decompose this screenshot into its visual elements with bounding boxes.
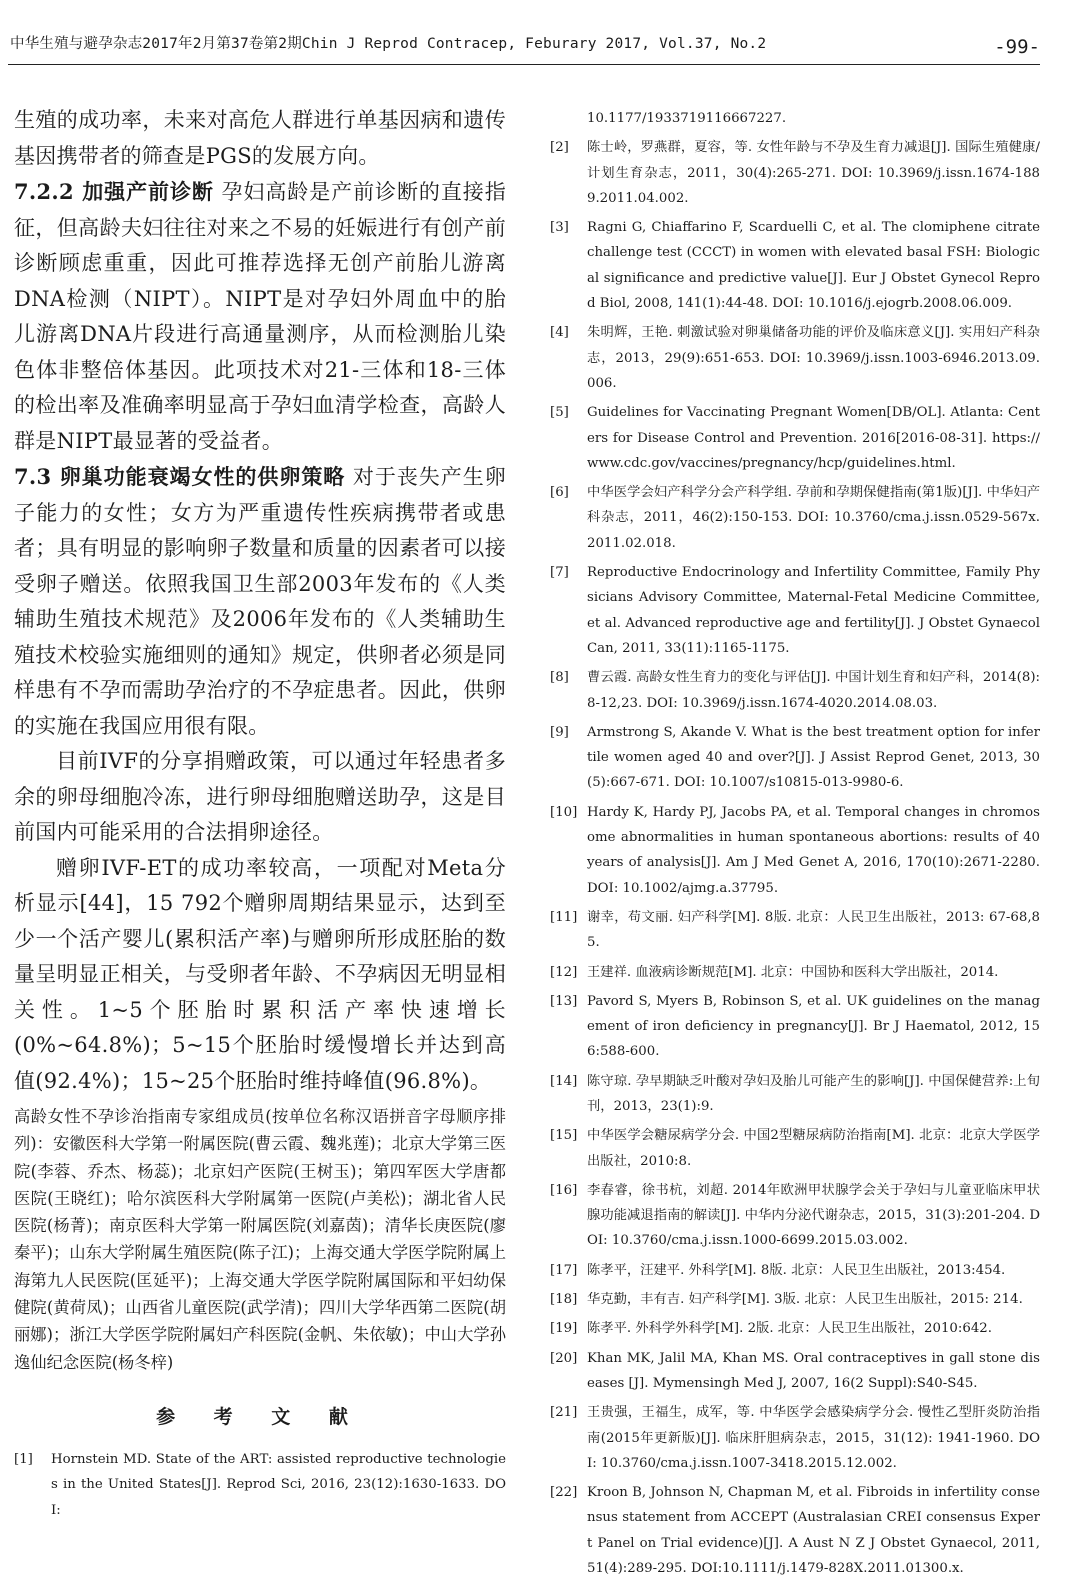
reference-text: 谢幸，苟文丽. 妇产科学[M]. 8版. 北京：人民卫生出版社，2013: 67-68,85. (587, 909, 1040, 951)
section-heading: 7.3 卵巢功能衰竭女性的供卵策略 (14, 464, 346, 489)
reference-item (550, 320, 1040, 396)
reference-text: 华克勤，丰有吉. 妇产科学[M]. 3版. 北京：人民卫生出版社，2015: 214. (587, 1292, 1023, 1308)
reference-item (550, 989, 1040, 1065)
reference-number: [19] (550, 1321, 578, 1337)
reference-number: [17] (550, 1262, 578, 1278)
reference-number: [22] (550, 1485, 578, 1501)
reference-text: Kroon B, Johnson N, Chapman M, et al. Fibroids in infertility consensus statement from ACCEPT (Australasian CREI consensus Expert Panel on Trial evidence)[J]. A Aust N Z J Obstet Gynaecol, 2011, 51(4):289-295. DOI:10.1111/j.1479-828X.2011.01300.x. (587, 1485, 1040, 1577)
reference-number: [2] (550, 140, 569, 156)
reference-number: [5] (550, 405, 569, 421)
reference-text: 陈孝平，汪建平. 外科学[M]. 8版. 北京：人民卫生出版社，2013:454. (587, 1262, 1006, 1278)
section-heading: 7.2.2 加强产前诊断 (14, 179, 214, 204)
reference-number: [20] (550, 1350, 578, 1366)
reference-item (14, 1447, 506, 1523)
section-7-3: 7.3 卵巢功能衰竭女性的供卵策略 对于丧失产生卵子能力的女性；女方为严重遗传性疾病携带者或患者；具有明显的影响卵子数量和质量的因素者可以接受卵子赠送。依照我国卫生部2003年发布的《人类辅助生殖技术规范》及2006年发布的《人类辅助生殖技术校验实施细则的通知》规定，供卵者必须是同样患有不孕而需助孕治疗的不孕症患者。因此，供卵的实施在我国应用很有限。 (14, 464, 506, 738)
reference-number: [21] (550, 1405, 578, 1421)
reference-continuation: 10.1177/1933719116667227. (587, 111, 787, 126)
reference-number: [18] (550, 1292, 578, 1308)
reference-text: Reproductive Endocrinology and Infertility Committee, Family Physicians Advisory Committee, Maternal-Fetal Medicine Committee, et al. Advanced reproductive age and fertility[J]. J Obstet Gynaecol Can, 2011, 33(11):1165-1175. (587, 565, 1040, 656)
reference-number: [12] (550, 964, 578, 980)
reference-text: 陈孝平. 外科学外科学[M]. 2版. 北京：人民卫生出版社，2010:642. (587, 1321, 992, 1337)
reference-number: [8] (550, 670, 569, 686)
reference-text: Ragni G, Chiaffarino F, Scarduelli C, et al. The clomiphene citrate challenge test (CCCT) in women with elevated basal FSH: Biological significance and predictive value[J]. Eur J Obstet Gynecol Reprod Biol, 2008, 141(1):44-48. DOI: 10.1016/j.ejogrb.2008.06.009. (587, 220, 1040, 312)
reference-item (550, 1480, 1040, 1581)
reference-item (550, 960, 1040, 985)
reference-text: 陈守琼. 孕早期缺乏叶酸对孕妇及胎儿可能产生的影响[J]. 中国保健营养:上旬刊，2013，23(1):9. (587, 1073, 1040, 1114)
body-paragraph: 目前IVF的分享捐赠政策，可以通过年轻患者多余的卵母细胞冷冻，进行卵母细胞赠送助孕，这是目前国内可能采用的合法捐卵途径。 (14, 749, 506, 844)
reference-item (550, 1316, 1040, 1341)
page-number: -99- (994, 36, 1040, 58)
reference-number: [14] (550, 1073, 578, 1089)
section-7-2-2: 7.2.2 加强产前诊断 孕妇高龄是产前诊断的直接指征，但高龄夫妇往往对来之不易的妊娠进行有创产前诊断顾虑重重，因此可推荐选择无创产前胎儿游离DNA检测（NIPT）。NIPT是对孕妇外周血中的胎儿游离DNA片段进行高通量测序，从而检测胎儿染色体非整倍体基因。此项技术对21-三体和18-三体的检出率及准确率明显高于孕妇血清学检查，高龄人群是NIPT最显著的受益者。 (14, 179, 507, 453)
reference-item (550, 905, 1040, 956)
reference-item (550, 480, 1040, 556)
reference-number: [11] (550, 909, 578, 925)
reference-item (550, 720, 1040, 796)
reference-item (550, 1178, 1040, 1254)
reference-text: 王建祥. 血液病诊断规范[M]. 北京：中国协和医科大学出版社，2014. (587, 964, 999, 980)
reference-number: [16] (550, 1182, 578, 1198)
reference-text: Guidelines for Vaccinating Pregnant Women[DB/OL]. Atlanta: Centers for Disease Control and Prevention. 2016[2016-08-31]. https://www.cdc.gov/vaccines/pregnancy/hcp/guidelines.html. (587, 405, 1040, 471)
reference-item (550, 1069, 1040, 1120)
reference-text: 朱明辉，王艳. 刺激试验对卵巢储备功能的评价及临床意义[J]. 实用妇产科杂志，2013，29(9):651-653. DOI: 10.3969/j.issn.1003-6946.2013.09.006. (587, 325, 1040, 391)
reference-number: [10] (550, 804, 578, 820)
references-heading: 参 考 文 献 (156, 1405, 364, 1428)
reference-text: Khan MK, Jalil MA, Khan MS. Oral contraceptives in gall stone diseases [J]. Mymensingh Med J, 2007, 16(2 Suppl):S40-S45. (587, 1350, 1040, 1391)
page-header (10, 30, 1040, 60)
reference-number: [7] (550, 565, 569, 581)
reference-text: Armstrong S, Akande V. What is the best treatment option for infertile women aged 40 and over?[J]. J Assist Reprod Genet, 2013, 30(5):667-671. DOI: 10.1007/s10815-013-9980-6. (587, 724, 1040, 791)
journal-header-title: 中华生殖与避孕杂志2017年2月第37卷第2期Chin J Reprod Contracep, Feburary 2017, Vol.37, No.2 (10, 36, 767, 52)
body-paragraph: 生殖的成功率，未来对高危人群进行单基因病和遗传基因携带者的筛查是PGS的发展方向。 (14, 108, 506, 168)
reference-item (550, 560, 1040, 661)
reference-item (550, 1400, 1040, 1476)
reference-number: [6] (550, 485, 569, 501)
reference-text: Hornstein MD. State of the ART: assisted reproductive technologies in the United States[J]. Reprod Sci, 2016, 23(12):1630-1633. DOI: (51, 1451, 506, 1518)
left-column (14, 102, 506, 1527)
reference-item (550, 215, 1040, 316)
reference-item (550, 400, 1040, 476)
reference-item (550, 135, 1040, 211)
reference-text: 陈士岭，罗燕群，夏容，等. 女性年龄与不孕及生育力减退[J]. 国际生殖健康/计划生育杂志，2011，30(4):265-271. DOI: 10.3969/j.issn.1674-1889.2011.04.002. (587, 140, 1040, 206)
reference-text: 王贵强，王福生，成军，等. 中华医学会感染病学分会. 慢性乙型肝炎防治指南(2015年更新版)[J]. 临床肝胆病杂志，2015，31(12): 1941-1960. DOI: 10.3760/cma.j.issn.1007-3418.2015.12.002. (587, 1405, 1040, 1471)
reference-number: [3] (550, 220, 569, 236)
reference-text: 曹云霞. 高龄女性生育力的变化与评估[J]. 中国计划生育和妇产科，2014(8):8-12,23. DOI: 10.3969/j.issn.1674-4020.2014.08.03. (587, 670, 1040, 711)
reference-text: 中华医学会妇产科学分会产科学组. 孕前和孕期保健指南(第1版)[J]. 中华妇产科杂志，2011，46(2):150-153. DOI: 10.3760/cma.j.issn.0529-567x.2011.02.018. (587, 485, 1040, 551)
reference-item (550, 1346, 1040, 1397)
reference-item (550, 665, 1040, 716)
reference-item (550, 800, 1040, 901)
reference-number: [13] (550, 993, 578, 1009)
reference-item (550, 1258, 1040, 1283)
body-paragraph: 赠卵IVF-ET的成功率较高，一项配对Meta分析显示[44]，15 792个赠卵周期结果显示，达到至少一个活产婴儿(累积活产率)与赠卵所形成胚胎的数量呈明显正相关，与受卵者年龄、不孕病因无明显相关性。1~5个胚胎时累积活产率快速增长(0%~64.8%)；5~15个胚胎时缓慢增长并达到高值(92.4%)；15~25个胚胎时维持峰值(96.8%)。 (14, 855, 506, 1093)
reference-number: [4] (550, 325, 569, 341)
reference-item (550, 1287, 1040, 1312)
reference-text: Pavord S, Myers B, Robinson S, et al. UK guidelines on the management of iron deficiency in pregnancy[J]. Br J Haematol, 2012, 156:588-600. (587, 993, 1040, 1060)
reference-item (550, 1123, 1040, 1174)
reference-text: Hardy K, Hardy PJ, Jacobs PA, et al. Temporal changes in chromosome abnormalities in human spontaneous abortions: results of 40 years of analysis[J]. Am J Med Genet A, 2016, 170(10):2671-2280. DOI: 10.1002/ajmg.a.37795. (587, 804, 1040, 896)
expert-group-list: 高龄女性不孕诊治指南专家组成员(按单位名称汉语拼音字母顺序排列)：安徽医科大学第一附属医院(曹云霞、魏兆莲)；北京大学第三医院(李蓉、乔杰、杨蕊)；北京妇产医院(王树玉)；第四军医大学唐都医院(王晓红)；哈尔滨医科大学附属第一医院(卢美松)；湖北省人民医院(杨菁)；南京医科大学第一附属医院(刘嘉茵)；清华长庚医院(廖秦平)；山东大学附属生殖医院(陈子江)；上海交通大学医学院附属上海第九人民医院(匡延平)；上海交通大学医学院附属国际和平妇幼保健院(黄荷凤)；山西省儿童医院(武学清)；四川大学华西第二医院(胡丽娜)；浙江大学医学院附属妇产科医院(金帆、朱依敏)；中山大学孙逸仙纪念医院(杨冬梓) (14, 1107, 506, 1372)
header-divider (8, 64, 1040, 65)
reference-number: [1] (14, 1451, 33, 1467)
reference-number: [15] (550, 1128, 578, 1144)
right-column (550, 106, 1040, 1585)
reference-text: 李春睿，徐书杭，刘超. 2014年欧洲甲状腺学会关于孕妇与儿童亚临床甲状腺功能减退指南的解读[J]. 中华内分泌代谢杂志，2015，31(3):201-204. DOI: 10.3760/cma.j.issn.1000-6699.2015.03.002. (587, 1182, 1040, 1249)
reference-text: 中华医学会糖尿病学分会. 中国2型糖尿病防治指南[M]. 北京：北京大学医学出版社，2010:8. (587, 1128, 1040, 1169)
reference-list (550, 135, 1040, 1581)
reference-number: [9] (550, 724, 569, 740)
